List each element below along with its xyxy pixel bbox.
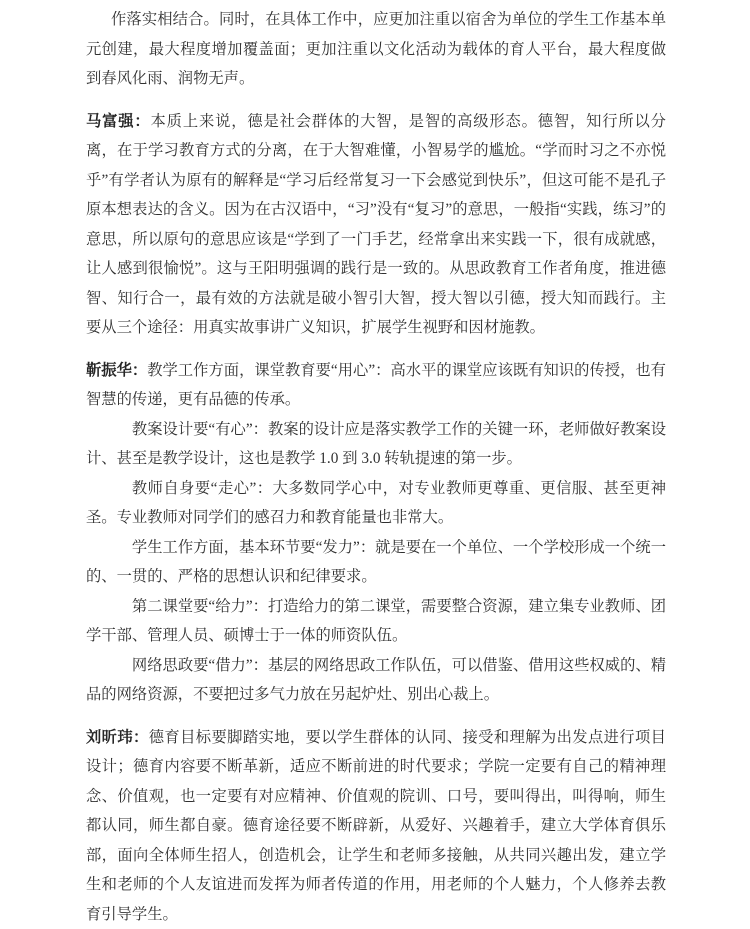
paragraph-lesson-plan [86, 415, 666, 474]
paragraph-text: 教学工作方面，课堂教育要“用心”：高水平的课堂应该既有知识的传授，也有智慧的传递，更有品德的传承。 [86, 362, 666, 409]
speaker-paragraph-jinzhenhua [86, 356, 666, 415]
paragraph-text: 德育目标要脚踏实地，要以学生群体的认同、接受和理解为出发点进行项目设计；德育内容要不断革新，适应不断前进的时代要求；学院一定要有自己的精神理念、价值观，也一定要有对应精神、价值观的院训、口号，要叫得出，叫得响，师生都认同，师生都自豪。德育途径要不断辟新，从爱好、兴趣着手，建立大学体育俱乐部，面向全体师生招人，创造机会，让学生和老师多接触，从共同兴趣出发，建立学生和老师的个人友谊进而发挥为师者传道的作用，用老师的个人魅力，个人修养去教育引导学生。 [86, 729, 666, 923]
speaker-name: 马富强： [86, 113, 151, 130]
paragraph-text: 网络思政要“借力”：基层的网络思政工作队伍，可以借鉴、借用这些权威的、精品的网络资源，不要把过多气力放在另起炉灶、别出心裁上。 [86, 657, 666, 704]
paragraph-text: 教师自身要“走心”：大多数同学心中，对专业教师更尊重、更信服、甚至更神圣。专业教师对同学们的感召力和教育能量也非常大。 [86, 480, 666, 527]
paragraph-text: 学生工作方面，基本环节要“发力”：就是要在一个单位、一个学校形成一个统一的、一贯的、严格的思想认识和纪律要求。 [86, 539, 666, 586]
paragraph-text: 第二课堂要“给力”：打造给力的第二课堂，需要整合资源，建立集专业教师、团学干部、管理人员、硕博士于一体的师资队伍。 [86, 598, 666, 645]
speaker-name: 靳振华： [86, 362, 147, 379]
speaker-paragraph-liuxinwei [86, 723, 666, 929]
speaker-name: 刘昕玮： [86, 729, 149, 746]
paragraph-text: 作落实相结合。同时，在具体工作中，应更加注重以宿舍为单位的学生工作基本单元创建，最大程度增加覆盖面；更加注重以文化活动为载体的育人平台，最大程度做到春风化雨、润物无声。 [86, 11, 666, 87]
paragraph-text: 本质上来说，德是社会群体的大智，是智的高级形态。德智，知行所以分离，在于学习教育方式的分离，在于大智难懂，小智易学的尴尬。“学而时习之不亦悦乎”有学者认为原有的解释是“学习后经常复习一下会感觉到快乐”，但这可能不是孔子原本想表达的含义。因为在古汉语中，“习”没有“复习”的意思，一般指“实践，练习”的意思，所以原句的意思应该是“学到了一门手艺，经常拿出来实践一下，很有成就感，让人感到很愉悦”。这与王阳明强调的践行是一致的。从思政教育工作者角度，推进德智、知行合一，最有效的方法就是破小智引大智，授大智以引德，授大知而践行。主要从三个途径：用真实故事讲广义知识，扩展学生视野和因材施教。 [86, 113, 666, 337]
paragraph-online-ideology [86, 651, 666, 710]
paragraph-second-classroom [86, 592, 666, 651]
paragraph-student-work [86, 533, 666, 592]
speaker-paragraph-mafuqiang [86, 107, 666, 343]
paragraph-continuation [86, 5, 666, 94]
paragraph-text: 教案设计要“有心”：教案的设计应是落实教学工作的关键一环，老师做好教案设计、甚至是教学设计，这也是教学 1.0 到 3.0 转轨提速的第一步。 [86, 421, 666, 468]
paragraph-teacher-self [86, 474, 666, 533]
